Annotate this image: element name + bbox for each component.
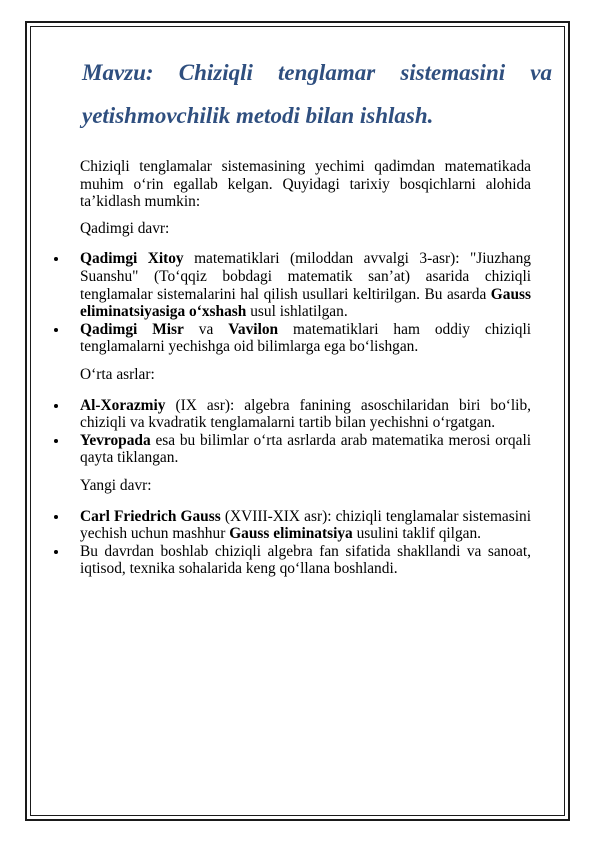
bullet-icon	[54, 439, 58, 443]
list-item	[80, 508, 531, 543]
item-text: matematiklari ham oddiy chiziqli tenglamalarni yechishga oid bilimlarga ega bo‘lishgan.	[80, 320, 531, 356]
section-heading-middle-ages: O‘rta asrlar:	[80, 365, 155, 383]
list-middle-ages	[80, 397, 531, 467]
term-bold: Yevropada	[80, 431, 151, 449]
term-bold: Qadimgi Xitoy	[80, 250, 184, 268]
item-text: va	[183, 320, 229, 338]
intro-paragraph: Chiziqli tenglamalar sistemasining yechimi qadimdan matematikada muhim o‘rin egallab kelgan. Quyidagi tarixiy bosqichlarni alohida ta’kidlash mumkin:	[80, 158, 531, 211]
term-bold: Al-Xorazmiy	[80, 396, 166, 414]
bullet-icon	[54, 328, 58, 332]
bullet-icon	[54, 404, 58, 408]
list-item	[80, 543, 531, 578]
document-body	[80, 158, 531, 588]
term-bold: Gauss eliminatsiyasiga o‘xshash	[80, 285, 531, 321]
section-heading-modern: Yangi davr:	[80, 476, 152, 494]
item-text: Bu davrdan boshlab chiziqli algebra fan sifatida shakllandi va sanoat, iqtisod, texnika sohalarida keng qo‘llana boshlandi.	[80, 542, 531, 578]
item-text: usul ishlatilgan.	[246, 303, 348, 321]
item-text: matematiklari (miloddan avvalgi 3-asr): "Jiuzhang Suanshu" (To‘qqiz bobdagi matematik san’at) asarida chiziqli tenglamalar sistemalarini hal qilish usullari keltirilgan. Bu asarda	[80, 250, 531, 303]
term-bold: Gauss eliminatsiya	[229, 525, 353, 543]
list-item	[80, 321, 531, 356]
bullet-icon	[54, 550, 58, 554]
list-item	[80, 250, 531, 320]
list-item	[80, 397, 531, 432]
section-heading-ancient: Qadimgi davr:	[80, 219, 170, 237]
item-text: (IX asr): algebra fanining asoschilaridan biri bo‘lib, chiziqli va kvadratik tenglamalarni tartib bilan yechishni o‘rgatgan.	[80, 396, 531, 432]
term-bold: Qadimgi Misr	[80, 320, 184, 338]
item-text: (XVIII-XIX asr): chiziqli tenglamalar sistemasini yechish uchun mashhur	[80, 507, 531, 543]
item-text: usulini taklif qilgan.	[352, 525, 482, 543]
list-item	[80, 432, 531, 467]
term-bold: Vavilon	[228, 320, 279, 338]
list-ancient	[80, 250, 531, 356]
page-title-line-1: Mavzu: Chiziqli tenglamar sistemasini va	[82, 60, 552, 85]
item-text: esa bu bilimlar o‘rta asrlarda arab matematika merosi orqali qayta tiklangan.	[80, 431, 531, 467]
list-modern	[80, 508, 531, 578]
page-title-line-2: yetishmovchilik metodi bilan ishlash.	[82, 103, 434, 128]
bullet-icon	[54, 515, 58, 519]
term-bold: Carl Friedrich Gauss	[80, 507, 221, 525]
